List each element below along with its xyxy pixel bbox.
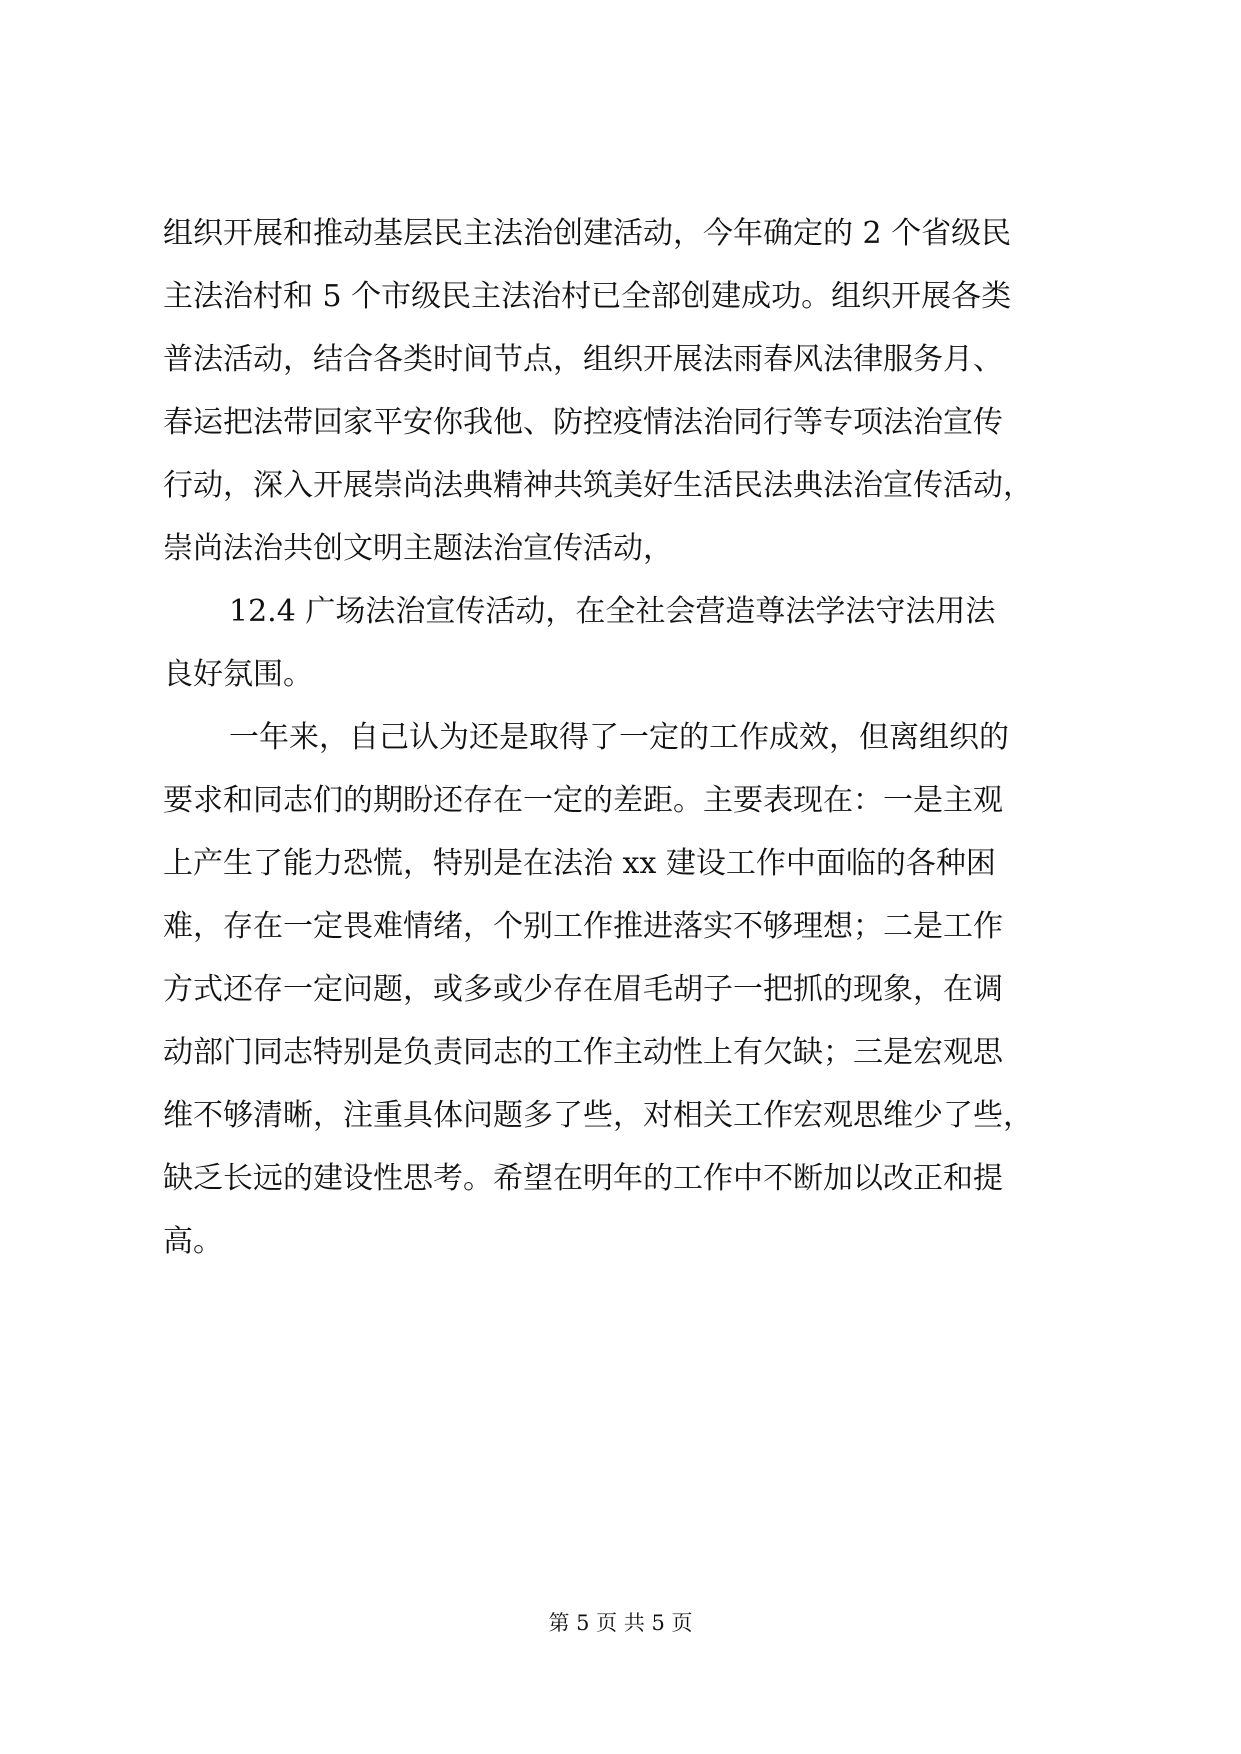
text-line: 要求和同志们的期盼还存在一定的差距。主要表现在：一是主观 (163, 783, 1003, 818)
text-line: 维不够清晰，注重具体问题多了些，对相关工作宏观思维少了些， (163, 1098, 1033, 1133)
text-line: 春运把法带回家平安你我他、防控疫情法治同行等专项法治宣传 (163, 405, 1003, 440)
text-line: 主法治村和 5 个市级民主法治村已全部创建成功。组织开展各类 (163, 279, 1012, 314)
text-line: 缺乏长远的建设性思考。希望在明年的工作中不断加以改正和提 (163, 1161, 1003, 1196)
text-line: 难，存在一定畏难情绪，个别工作推进落实不够理想；二是工作 (163, 909, 1003, 944)
document-body (163, 202, 1083, 1273)
text-line: 一年来，自己认为还是取得了一定的工作成效，但离组织的 (229, 720, 1009, 755)
text-line: 上产生了能力恐慌，特别是在法治 xx 建设工作中面临的各种困 (163, 846, 996, 881)
text-line: 方式还存一定问题，或多或少存在眉毛胡子一把抓的现象，在调 (163, 972, 1003, 1007)
text-line: 组织开展和推动基层民主法治创建活动，今年确定的 2 个省级民 (163, 216, 1012, 251)
text-line: 崇尚法治共创文明主题法治宣传活动， (163, 531, 673, 566)
text-line: 行动，深入开展崇尚法典精神共筑美好生活民法典法治宣传活动， (163, 468, 1033, 503)
text-line: 动部门同志特别是负责同志的工作主动性上有欠缺；三是宏观思 (163, 1035, 1003, 1070)
page-number: 第 5 页 共 5 页 (548, 1611, 693, 1635)
text-line: 普法活动，结合各类时间节点，组织开展法雨春风法律服务月、 (163, 342, 1003, 377)
text-line: 高。 (163, 1224, 223, 1259)
text-line: 良好氛围。 (163, 657, 313, 692)
page-footer (0, 1609, 1241, 1637)
text-line: 12.4 广场法治宣传活动，在全社会营造尊法学法守法用法 (229, 594, 996, 629)
